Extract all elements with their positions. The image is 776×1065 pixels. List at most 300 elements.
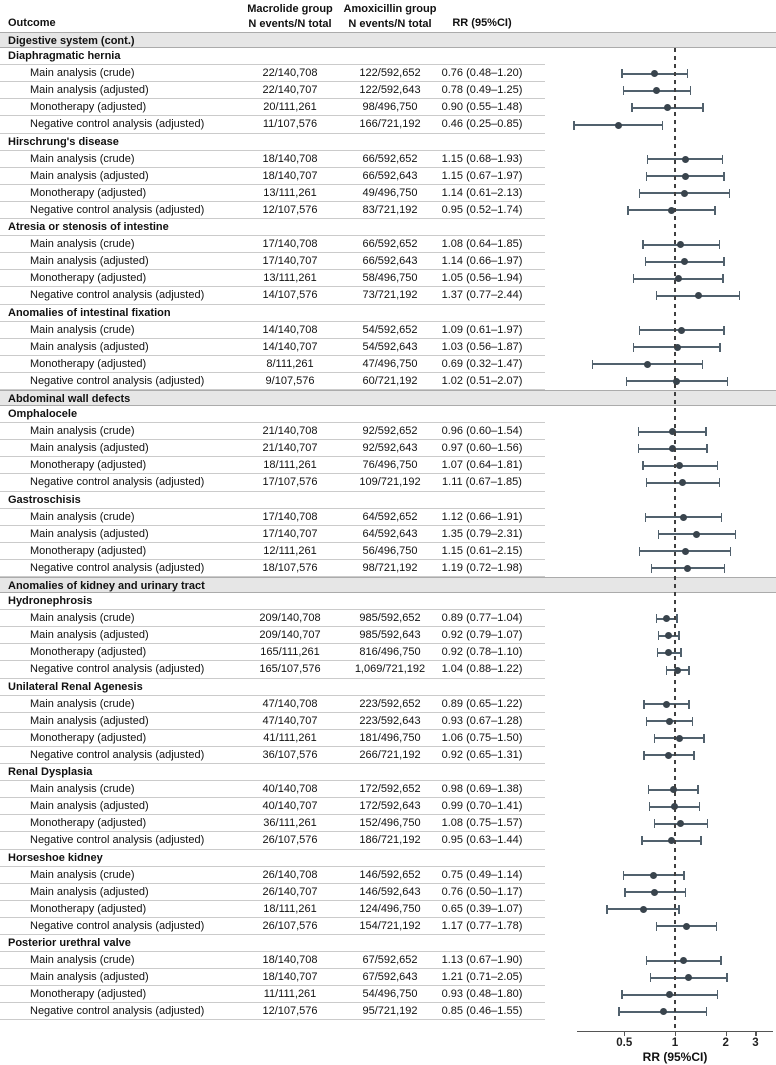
- analysis-label: Monotherapy (adjusted): [30, 272, 147, 285]
- amoxicillin-count: 64/592,643: [362, 527, 418, 540]
- ci-cap: [706, 444, 708, 453]
- point-estimate-dot: [650, 872, 657, 879]
- analysis-row: [0, 356, 776, 373]
- macrolide-count: 22/140,707: [262, 84, 318, 97]
- macrolide-count: 209/140,707: [259, 629, 321, 642]
- point-estimate-dot: [651, 889, 658, 896]
- macrolide-count: 18/107,576: [262, 561, 318, 574]
- ci-cap: [651, 564, 653, 573]
- col-header-amoxicillin-line1: Amoxicillin group: [343, 3, 437, 15]
- macrolide-count: 18/111,261: [263, 902, 317, 915]
- ci-cap: [693, 751, 695, 760]
- analysis-row: [0, 560, 776, 577]
- outcome-label: Anomalies of intestinal fixation: [8, 306, 171, 319]
- macrolide-count: 12/107,576: [262, 203, 318, 216]
- outcome-label: Unilateral Renal Agenesis: [8, 680, 143, 693]
- analysis-label: Monotherapy (adjusted): [30, 817, 147, 830]
- analysis-row: [0, 457, 776, 474]
- ci-cap: [639, 189, 641, 198]
- ci-cap: [623, 86, 625, 95]
- analysis-row: [0, 798, 776, 815]
- macrolide-count: 36/107,576: [262, 748, 318, 761]
- ci-cap: [700, 836, 702, 845]
- point-estimate-dot: [680, 957, 687, 964]
- ci-cap: [717, 461, 719, 470]
- ci-cap: [626, 377, 628, 386]
- analysis-row: [0, 969, 776, 986]
- section-label: Abdominal wall defects: [8, 392, 131, 405]
- ci-cap: [656, 291, 658, 300]
- analysis-row: [0, 747, 776, 764]
- point-estimate-dot: [665, 632, 672, 639]
- analysis-row: [0, 610, 776, 627]
- outcome-row: [0, 134, 776, 151]
- ci-cap: [646, 717, 648, 726]
- analysis-label: Main analysis (crude): [30, 612, 135, 625]
- point-estimate-dot: [677, 241, 684, 248]
- section-row: [0, 32, 776, 48]
- analysis-label: Negative control analysis (adjusted): [30, 663, 205, 676]
- analysis-row: [0, 270, 776, 287]
- ci-cap: [690, 86, 692, 95]
- rr-ci-value: 0.98 (0.69–1.38): [441, 783, 523, 796]
- ci-cap: [703, 734, 705, 743]
- macrolide-count: 22/140,708: [262, 67, 318, 80]
- macrolide-count: 21/140,707: [262, 442, 318, 455]
- macrolide-count: 17/107,576: [262, 476, 318, 489]
- macrolide-count: 11/107,576: [262, 118, 318, 131]
- analysis-row: [0, 901, 776, 918]
- outcome-label: Gastroschisis: [8, 493, 81, 506]
- analysis-label: Monotherapy (adjusted): [30, 101, 147, 114]
- rr-ci-value: 1.03 (0.56–1.87): [441, 340, 523, 353]
- ci-cap: [648, 785, 650, 794]
- point-estimate-dot: [679, 479, 686, 486]
- rr-ci-value: 1.17 (0.77–1.78): [441, 919, 523, 932]
- rr-ci-value: 1.21 (0.71–2.05): [441, 971, 523, 984]
- rr-ci-value: 1.14 (0.61–2.13): [441, 186, 523, 199]
- analysis-label: Main analysis (crude): [30, 954, 135, 967]
- amoxicillin-count: 47/496,750: [362, 357, 418, 370]
- ci-cap: [720, 956, 722, 965]
- analysis-row: [0, 287, 776, 304]
- outcome-row: [0, 935, 776, 952]
- point-estimate-dot: [665, 752, 672, 759]
- rr-ci-value: 1.11 (0.67–1.85): [442, 476, 522, 489]
- amoxicillin-count: 54/496,750: [362, 988, 418, 1001]
- amoxicillin-count: 172/592,643: [359, 800, 421, 813]
- ci-cap: [717, 990, 719, 999]
- section-label: Digestive system (cont.): [8, 35, 135, 47]
- macrolide-count: 12/107,576: [262, 1005, 318, 1018]
- rr-ci-value: 0.76 (0.50–1.17): [441, 885, 523, 898]
- point-estimate-dot: [682, 173, 689, 180]
- x-axis-tick-label: 0.5: [616, 1037, 633, 1049]
- ci-cap: [642, 461, 644, 470]
- section-row: [0, 390, 776, 406]
- ci-cap: [639, 326, 641, 335]
- rr-ci-value: 1.07 (0.64–1.81): [441, 459, 523, 472]
- rr-ci-value: 1.15 (0.68–1.93): [441, 152, 523, 165]
- macrolide-count: 13/111,261: [263, 186, 317, 199]
- macrolide-count: 12/111,261: [263, 544, 317, 557]
- macrolide-count: 9/107,576: [265, 374, 315, 387]
- rr-ci-value: 0.90 (0.55–1.48): [441, 101, 523, 114]
- point-estimate-dot: [663, 701, 670, 708]
- amoxicillin-count: 67/592,652: [362, 954, 418, 967]
- analysis-row: [0, 474, 776, 491]
- macrolide-count: 13/111,261: [263, 272, 317, 285]
- ci-cap: [666, 666, 668, 675]
- amoxicillin-count: 67/592,643: [362, 971, 418, 984]
- analysis-row: [0, 713, 776, 730]
- analysis-label: Main analysis (crude): [30, 238, 135, 251]
- analysis-row: [0, 627, 776, 644]
- macrolide-count: 8/111,261: [266, 357, 314, 370]
- ci-cap: [639, 547, 641, 556]
- macrolide-count: 26/107,576: [262, 919, 318, 932]
- ci-cap: [631, 103, 633, 112]
- analysis-label: Main analysis (adjusted): [30, 169, 149, 182]
- rr-ci-value: 1.02 (0.51–2.07): [441, 374, 523, 387]
- rr-ci-value: 1.08 (0.75–1.57): [441, 817, 523, 830]
- point-estimate-dot: [640, 906, 647, 913]
- rr-ci-value: 0.97 (0.60–1.56): [441, 442, 523, 455]
- ci-cap: [727, 377, 729, 386]
- amoxicillin-count: 816/496,750: [359, 646, 421, 659]
- analysis-row: [0, 696, 776, 713]
- macrolide-count: 36/111,261: [263, 817, 317, 830]
- analysis-label: Main analysis (crude): [30, 323, 135, 336]
- macrolide-count: 17/140,707: [262, 527, 318, 540]
- ci-cap: [688, 666, 690, 675]
- analysis-row: [0, 202, 776, 219]
- rr-ci-value: 0.93 (0.67–1.28): [441, 714, 523, 727]
- analysis-row: [0, 185, 776, 202]
- analysis-row: [0, 339, 776, 356]
- ci-cap: [726, 973, 728, 982]
- analysis-label: Monotherapy (adjusted): [30, 988, 147, 1001]
- point-estimate-dot: [681, 190, 688, 197]
- amoxicillin-count: 223/592,643: [359, 714, 421, 727]
- x-axis-tick-label: 2: [722, 1037, 729, 1049]
- amoxicillin-count: 122/592,643: [359, 84, 421, 97]
- amoxicillin-count: 985/592,643: [359, 629, 421, 642]
- analysis-label: Main analysis (crude): [30, 868, 135, 881]
- analysis-row: [0, 509, 776, 526]
- row-divider: [0, 1019, 545, 1020]
- macrolide-count: 14/140,707: [262, 340, 318, 353]
- point-estimate-dot: [695, 292, 702, 299]
- analysis-label: Negative control analysis (adjusted): [30, 1005, 205, 1018]
- analysis-row: [0, 116, 776, 133]
- ci-cap: [724, 564, 726, 573]
- analysis-label: Monotherapy (adjusted): [30, 902, 147, 915]
- amoxicillin-count: 122/592,652: [359, 67, 421, 80]
- analysis-row: [0, 440, 776, 457]
- rr-ci-value: 0.95 (0.52–1.74): [441, 203, 523, 216]
- x-axis-title: RR (95%CI): [642, 1050, 708, 1064]
- ci-cap: [714, 206, 716, 215]
- analysis-label: Main analysis (crude): [30, 697, 135, 710]
- analysis-label: Main analysis (adjusted): [30, 971, 149, 984]
- rr-ci-value: 0.69 (0.32–1.47): [441, 357, 523, 370]
- analysis-row: [0, 661, 776, 678]
- rr-ci-value: 0.92 (0.79–1.07): [441, 629, 523, 642]
- outcome-row: [0, 850, 776, 867]
- ci-cap: [705, 427, 707, 436]
- ci-cap: [621, 69, 623, 78]
- amoxicillin-count: 223/592,652: [359, 697, 421, 710]
- analysis-row: [0, 867, 776, 884]
- col-header-rr: RR (95%CI): [452, 17, 512, 29]
- ci-cap: [654, 734, 656, 743]
- analysis-row: [0, 781, 776, 798]
- analysis-label: Monotherapy (adjusted): [30, 186, 147, 199]
- analysis-label: Negative control analysis (adjusted): [30, 561, 205, 574]
- ci-cap: [656, 614, 658, 623]
- ci-cap: [658, 530, 660, 539]
- outcome-row: [0, 48, 776, 65]
- macrolide-count: 26/140,707: [262, 885, 318, 898]
- macrolide-count: 21/140,708: [262, 425, 318, 438]
- rr-ci-value: 0.95 (0.63–1.44): [441, 834, 523, 847]
- point-estimate-dot: [664, 104, 671, 111]
- amoxicillin-count: 1,069/721,192: [354, 663, 426, 676]
- rr-ci-value: 0.76 (0.48–1.20): [441, 67, 523, 80]
- amoxicillin-count: 66/592,652: [362, 152, 418, 165]
- analysis-label: Monotherapy (adjusted): [30, 357, 147, 370]
- analysis-label: Monotherapy (adjusted): [30, 646, 147, 659]
- point-estimate-dot: [644, 361, 651, 368]
- x-axis-tick: [624, 1031, 625, 1036]
- rr-ci-value: 0.89 (0.65–1.22): [441, 697, 523, 710]
- x-axis-tick-label: 1: [671, 1037, 679, 1049]
- table-body: [0, 32, 776, 1020]
- rr-ci-value: 0.46 (0.25–0.85): [441, 118, 523, 131]
- amoxicillin-count: 76/496,750: [362, 459, 418, 472]
- rr-ci-value: 0.78 (0.49–1.25): [441, 84, 523, 97]
- point-estimate-dot: [675, 275, 682, 282]
- analysis-label: Monotherapy (adjusted): [30, 544, 147, 557]
- ci-cap: [643, 751, 645, 760]
- analysis-row: [0, 644, 776, 661]
- point-estimate-dot: [678, 327, 685, 334]
- point-estimate-dot: [682, 548, 689, 555]
- ci-cap: [678, 905, 680, 914]
- col-header-outcome: Outcome: [8, 17, 56, 29]
- amoxicillin-count: 64/592,652: [362, 510, 418, 523]
- rr-ci-value: 0.92 (0.65–1.31): [441, 748, 523, 761]
- outcome-label: Omphalocele: [8, 408, 78, 421]
- amoxicillin-count: 154/721,192: [359, 919, 421, 932]
- macrolide-count: 18/111,261: [263, 459, 317, 472]
- ci-cap: [699, 802, 701, 811]
- amoxicillin-count: 92/592,652: [362, 425, 418, 438]
- analysis-label: Negative control analysis (adjusted): [30, 748, 205, 761]
- macrolide-count: 40/140,708: [262, 783, 318, 796]
- amoxicillin-count: 98/721,192: [362, 561, 418, 574]
- analysis-label: Negative control analysis (adjusted): [30, 289, 205, 302]
- analysis-label: Main analysis (adjusted): [30, 255, 149, 268]
- amoxicillin-count: 83/721,192: [362, 203, 418, 216]
- amoxicillin-count: 124/496,750: [359, 902, 421, 915]
- analysis-row: [0, 65, 776, 82]
- point-estimate-dot: [684, 565, 691, 572]
- ci-cap: [719, 478, 721, 487]
- amoxicillin-count: 109/721,192: [359, 476, 421, 489]
- amoxicillin-count: 73/721,192: [362, 289, 418, 302]
- ci-cap: [721, 513, 723, 522]
- point-estimate-dot: [676, 735, 683, 742]
- ci-cap: [638, 444, 640, 453]
- outcome-row: [0, 305, 776, 322]
- outcome-label: Hirschrung's disease: [8, 135, 119, 148]
- amoxicillin-count: 166/721,192: [359, 118, 421, 131]
- ci-cap: [633, 274, 635, 283]
- macrolide-count: 47/140,708: [262, 697, 318, 710]
- point-estimate-dot: [666, 718, 673, 725]
- ci-cap: [618, 1007, 620, 1016]
- ci-cap: [730, 547, 732, 556]
- analysis-row: [0, 986, 776, 1003]
- ci-cap: [638, 427, 640, 436]
- ci-cap: [641, 836, 643, 845]
- ci-cap: [723, 172, 725, 181]
- ci-cap: [722, 155, 724, 164]
- ci-cap: [702, 103, 704, 112]
- amoxicillin-count: 54/592,652: [362, 323, 418, 336]
- ci-cap: [657, 648, 659, 657]
- rr-ci-value: 0.93 (0.48–1.80): [441, 988, 523, 1001]
- rr-ci-value: 0.65 (0.39–1.07): [441, 902, 523, 915]
- rr-ci-value: 1.08 (0.64–1.85): [441, 238, 523, 251]
- macrolide-count: 20/111,261: [263, 101, 317, 114]
- ci-cap: [621, 990, 623, 999]
- analysis-row: [0, 322, 776, 339]
- ci-cap: [627, 206, 629, 215]
- outcome-label: Diaphragmatic hernia: [8, 50, 121, 63]
- ci-cap: [623, 871, 625, 880]
- analysis-row: [0, 1003, 776, 1020]
- macrolide-count: 40/140,707: [262, 800, 318, 813]
- analysis-row: [0, 253, 776, 270]
- ci-cap: [642, 240, 644, 249]
- x-axis-tick: [726, 1031, 727, 1036]
- ci-cap: [643, 700, 645, 709]
- rr-ci-value: 0.96 (0.60–1.54): [441, 425, 523, 438]
- rr-ci-value: 1.13 (0.67–1.90): [441, 954, 523, 967]
- macrolide-count: 165/107,576: [259, 663, 321, 676]
- point-estimate-dot: [666, 991, 673, 998]
- analysis-label: Negative control analysis (adjusted): [30, 374, 205, 387]
- ci-cap: [723, 257, 725, 266]
- ci-cap: [645, 257, 647, 266]
- analysis-label: Negative control analysis (adjusted): [30, 476, 205, 489]
- point-estimate-dot: [680, 514, 687, 521]
- amoxicillin-count: 49/496,750: [362, 186, 418, 199]
- ci-cap: [735, 530, 737, 539]
- macrolide-count: 17/140,708: [262, 510, 318, 523]
- analysis-label: Main analysis (adjusted): [30, 442, 149, 455]
- ci-cap: [649, 802, 651, 811]
- rr-ci-value: 1.19 (0.72–1.98): [441, 561, 523, 574]
- outcome-label: Renal Dysplasia: [8, 766, 93, 779]
- point-estimate-dot: [681, 258, 688, 265]
- amoxicillin-count: 56/496,750: [362, 544, 418, 557]
- ci-cap: [723, 326, 725, 335]
- point-estimate-dot: [682, 156, 689, 163]
- amoxicillin-count: 172/592,652: [359, 783, 421, 796]
- analysis-label: Main analysis (adjusted): [30, 340, 149, 353]
- analysis-row: [0, 373, 776, 390]
- point-estimate-dot: [615, 122, 622, 129]
- ci-cap: [656, 922, 658, 931]
- col-header-macrolide-line1: Macrolide group: [247, 3, 333, 15]
- analysis-label: Negative control analysis (adjusted): [30, 919, 205, 932]
- ci-cap: [647, 155, 649, 164]
- ci-cap: [702, 360, 704, 369]
- analysis-row: [0, 526, 776, 543]
- amoxicillin-count: 58/496,750: [362, 272, 418, 285]
- col-header-macrolide: [235, 2, 345, 32]
- macrolide-count: 14/140,708: [262, 323, 318, 336]
- amoxicillin-count: 186/721,192: [359, 834, 421, 847]
- outcome-row: [0, 679, 776, 696]
- point-estimate-dot: [685, 974, 692, 981]
- reference-line-rr1: [674, 48, 676, 1031]
- ci-cap: [729, 189, 731, 198]
- ci-cap: [687, 69, 689, 78]
- ci-cap: [692, 717, 694, 726]
- ci-cap: [707, 819, 709, 828]
- ci-cap: [654, 819, 656, 828]
- analysis-label: Main analysis (crude): [30, 510, 135, 523]
- rr-ci-value: 1.14 (0.66–1.97): [441, 255, 523, 268]
- point-estimate-dot: [665, 649, 672, 656]
- analysis-row: [0, 99, 776, 116]
- rr-ci-value: 1.12 (0.66–1.91): [441, 510, 523, 523]
- outcome-row: [0, 492, 776, 509]
- ci-cap: [650, 973, 652, 982]
- amoxicillin-count: 95/721,192: [362, 1005, 418, 1018]
- x-axis-tick-label: 3: [752, 1037, 759, 1049]
- rr-ci-value: 0.75 (0.49–1.14): [441, 868, 523, 881]
- analysis-row: [0, 730, 776, 747]
- outcome-row: [0, 593, 776, 610]
- macrolide-count: 26/140,708: [262, 868, 318, 881]
- analysis-label: Main analysis (adjusted): [30, 714, 149, 727]
- ci-cap: [658, 631, 660, 640]
- macrolide-count: 18/140,707: [262, 169, 318, 182]
- point-estimate-dot: [653, 87, 660, 94]
- ci-cap: [706, 1007, 708, 1016]
- analysis-label: Main analysis (adjusted): [30, 885, 149, 898]
- analysis-label: Negative control analysis (adjusted): [30, 118, 205, 131]
- analysis-label: Negative control analysis (adjusted): [30, 203, 205, 216]
- macrolide-count: 18/140,708: [262, 954, 318, 967]
- ci-cap: [719, 240, 721, 249]
- ci-cap: [688, 700, 690, 709]
- amoxicillin-count: 66/592,643: [362, 255, 418, 268]
- ci-cap: [646, 172, 648, 181]
- amoxicillin-count: 146/592,652: [359, 868, 421, 881]
- rr-ci-value: 1.09 (0.61–1.97): [441, 323, 523, 336]
- table-header: [0, 0, 776, 32]
- point-estimate-dot: [663, 615, 670, 622]
- amoxicillin-count: 985/592,652: [359, 612, 421, 625]
- amoxicillin-count: 66/592,643: [362, 169, 418, 182]
